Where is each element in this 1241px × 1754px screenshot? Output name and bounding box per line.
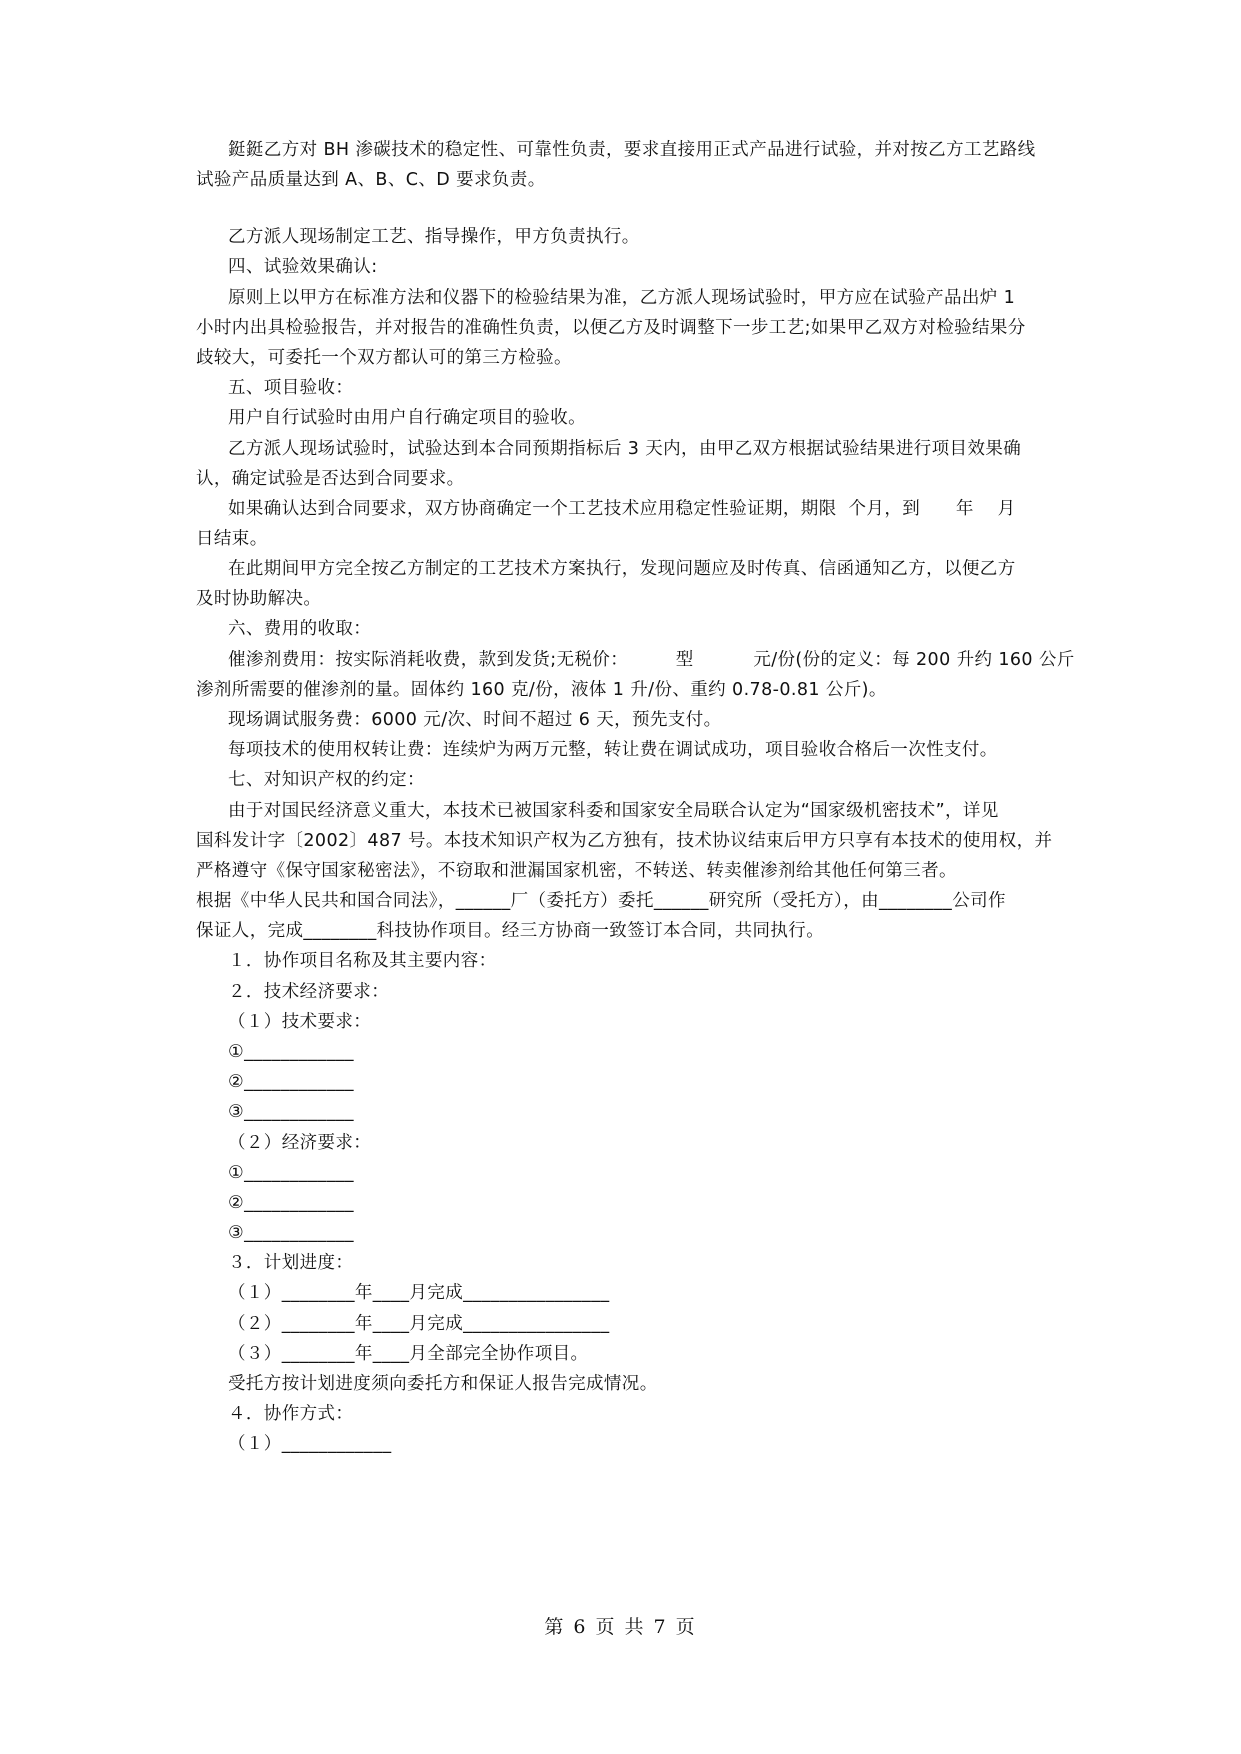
paragraph-line: 如果确认达到合同要求，双方协商确定一个工艺技术应用稳定性验证期，期限 个月，到 年 月 xyxy=(228,499,1016,519)
paragraph-line: 小时内出具检验报告，并对报告的准确性负责，以便乙方及时调整下一步工艺;如果甲乙双方对检验结果分 xyxy=(196,318,1026,338)
paragraph-line: 及时协助解决。 xyxy=(196,589,322,609)
paragraph-line: 乙方派人现场制定工艺、指导操作，甲方负责执行。 xyxy=(228,227,640,247)
paragraph-line: 催渗剂费用：按实际消耗收费，款到发货;无税价： 型 元/份(份的定义：每 200 升约 160 公斤 xyxy=(228,650,1075,670)
schedule-line: （１）________年____月完成________________ xyxy=(228,1283,610,1303)
clause-heading: ３．计划进度： xyxy=(228,1253,354,1273)
section-heading: 六、费用的收取： xyxy=(228,619,372,639)
blank-field-line: （１）____________ xyxy=(228,1434,392,1454)
paragraph-line: 根据《中华人民共和国合同法》，______厂（委托方）委托______研究所（受托方），由________公司作 xyxy=(196,891,1006,911)
blank-field-line: ①____________ xyxy=(228,1042,354,1062)
paragraph-line: 歧较大，可委托一个双方都认可的第三方检验。 xyxy=(196,348,572,368)
blank-field-line: ③____________ xyxy=(228,1102,354,1122)
section-heading: 七、对知识产权的约定： xyxy=(228,770,425,790)
paragraph-line: 原则上以甲方在标准方法和仪器下的检验结果为准，乙方派人现场试验时，甲方应在试验产品出炉 1 xyxy=(228,288,1016,308)
section-heading: 五、项目验收： xyxy=(228,378,354,398)
sub-clause-heading: （２）经济要求： xyxy=(228,1133,372,1153)
blank-field-line: ②____________ xyxy=(228,1072,354,1092)
clause-heading: ４．协作方式： xyxy=(228,1404,354,1424)
sub-clause-heading: （１）技术要求： xyxy=(228,1012,372,1032)
paragraph-line: 日结束。 xyxy=(196,529,268,549)
paragraph-line: 受托方按计划进度须向委托方和保证人报告完成情况。 xyxy=(228,1374,658,1394)
paragraph-line: 渗剂所需要的催渗剂的量。固体约 160 克/份，液体 1 升/份、重约 0.78-0.81 公斤)。 xyxy=(196,680,887,700)
section-heading: 四、试验效果确认: xyxy=(228,257,378,277)
paragraph-line: 每项技术的使用权转让费：连续炉为两万元整，转让费在调试成功，项目验收合格后一次性支付。 xyxy=(228,740,998,760)
paragraph-line: 乙方派人现场试验时，试验达到本合同预期指标后 3 天内，由甲乙双方根据试验结果进行项目效果确 xyxy=(228,439,1022,459)
clause-heading: ２．技术经济要求： xyxy=(228,982,390,1002)
paragraph-line: 严格遵守《保守国家秘密法》，不窃取和泄漏国家机密，不转送、转卖催渗剂给其他任何第三者。 xyxy=(196,861,957,881)
schedule-line: （３）________年____月全部完全协作项目。 xyxy=(228,1344,589,1364)
paragraph-line: 现场调试服务费：6000 元/次、时间不超过 6 天，预先支付。 xyxy=(228,710,722,730)
paragraph-line: 认，确定试验是否达到合同要求。 xyxy=(196,469,465,489)
paragraph-line: 在此期间甲方完全按乙方制定的工艺技术方案执行，发现问题应及时传真、信函通知乙方，以便乙方 xyxy=(228,559,1016,579)
paragraph-line: 国科发计字〔2002〕487 号。本技术知识产权为乙方独有，技术协议结束后甲方只享有本技术的使用权，并 xyxy=(196,831,1053,851)
clause-heading: １．协作项目名称及其主要内容： xyxy=(228,951,497,971)
paragraph-line: 鋌鋌乙方对 BH 渗碳技术的稳定性、可靠性负责，要求直接用正式产品进行试验，并对按乙方工艺路线 xyxy=(228,140,1036,160)
paragraph-line: 试验产品质量达到 A、B、C、D 要求负责。 xyxy=(196,170,546,190)
paragraph-line: 由于对国民经济意义重大，本技术已被国家科委和国家安全局联合认定为“国家级机密技术”，详见 xyxy=(228,801,999,821)
blank-field-line: ③____________ xyxy=(228,1223,354,1243)
page-footer: 第 6 页 共 7 页 xyxy=(544,1616,697,1638)
blank-field-line: ②____________ xyxy=(228,1193,354,1213)
schedule-line: （２）________年____月完成________________ xyxy=(228,1314,610,1334)
paragraph-line: 保证人，完成________科技协作项目。经三方协商一致签订本合同，共同执行。 xyxy=(196,921,825,941)
blank-field-line: ①____________ xyxy=(228,1163,354,1183)
paragraph-line: 用户自行试验时由用户自行确定项目的验收。 xyxy=(228,408,586,428)
